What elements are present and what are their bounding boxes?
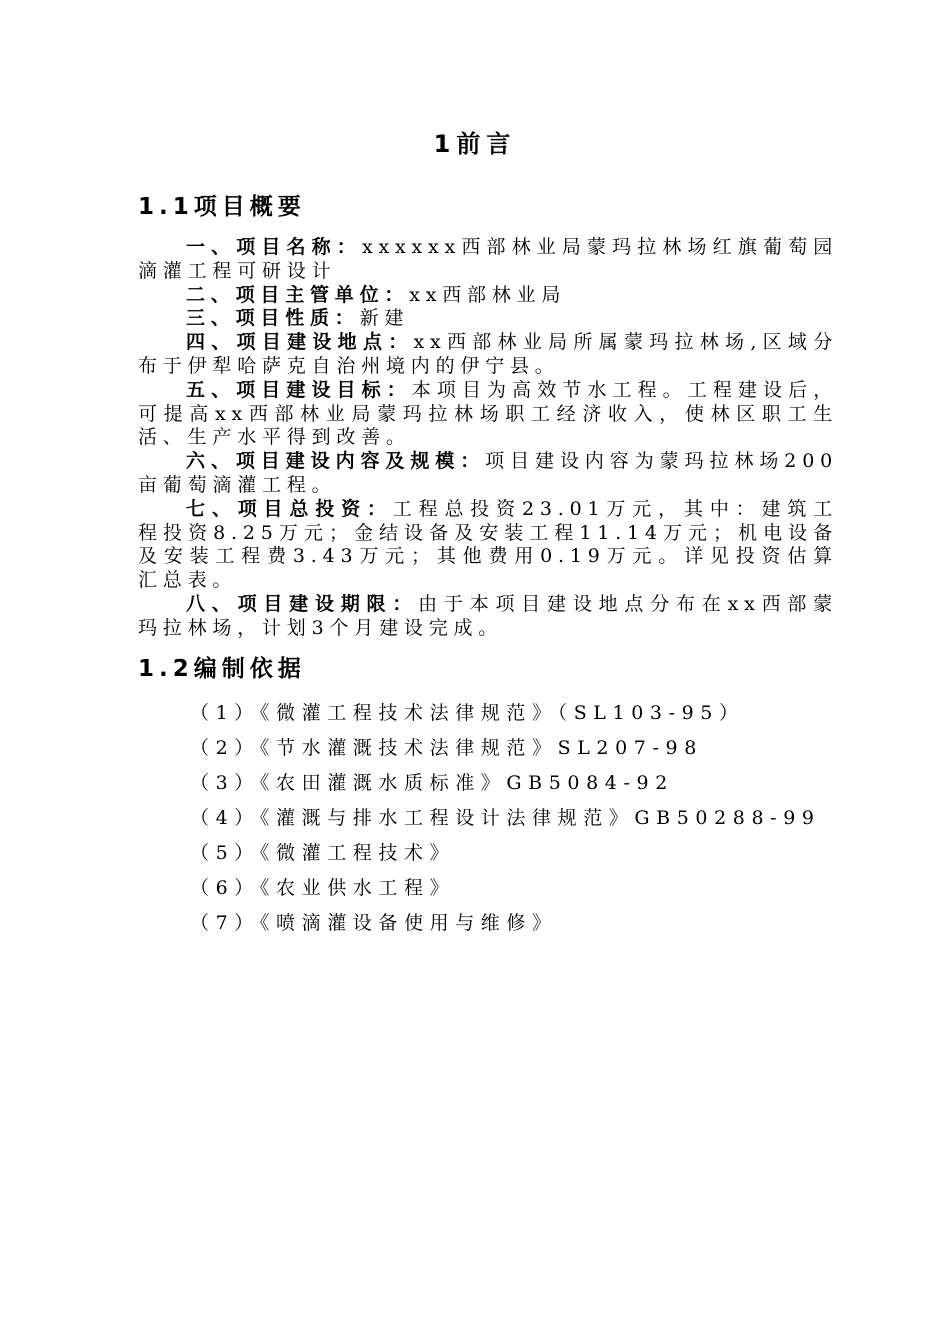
overview-item-scope <box>138 450 838 498</box>
overview-item-name <box>138 236 838 284</box>
overview-item-nature <box>138 307 838 331</box>
overview-item-goal <box>138 379 838 450</box>
item-label: 三、项目性质： <box>186 307 360 330</box>
reference-item: （6）《农业供水工程》 <box>190 877 456 899</box>
item-label: 八、项目建设期限： <box>186 592 419 615</box>
reference-item: （7）《喷滴灌设备使用与维修》 <box>190 912 558 934</box>
reference-item: （2）《节水灌溉技术法律规范》SL207-98 <box>190 737 703 759</box>
item-text: xxxxxx西部林业局蒙玛拉林场红旗葡萄园滴灌工程可研设计 <box>138 236 839 282</box>
item-label: 六、项目建设内容及规模： <box>186 450 486 473</box>
overview-list <box>138 236 838 641</box>
item-text: 新建 <box>359 307 410 330</box>
overview-item-authority <box>138 284 838 308</box>
item-text: 工程总投资23.01万元，其中：建筑工程投资8.25万元；金结设备及安装工程11.14万元；机电设备及安装工程费3.43万元；其他费用0.19万元。详见投资估算汇总表。 <box>138 497 838 592</box>
chapter-title: 1前言 <box>433 130 517 158</box>
section-title-overview: 1.1项目概要 <box>138 194 306 220</box>
item-text: xx西部林业局 <box>409 283 567 306</box>
reference-item: （5）《微灌工程技术》 <box>190 842 456 864</box>
reference-item: （3）《农田灌溉水质标准》GB5084-92 <box>190 772 674 794</box>
item-label: 一、项目名称： <box>186 236 362 258</box>
overview-item-investment <box>138 498 838 593</box>
reference-list <box>138 696 838 941</box>
item-label: 四、项目建设地点： <box>186 331 414 354</box>
item-text: 项目建设内容为蒙玛拉林场200亩葡萄滴灌工程。 <box>138 450 838 496</box>
item-text: 由于本项目建设地点分布在xx西部蒙玛拉林场，计划3个月建设完成。 <box>138 592 838 639</box>
item-label: 五、项目建设目标： <box>186 378 412 401</box>
overview-item-location <box>138 331 838 379</box>
item-text: xx西部林业局所属蒙玛拉林场,区域分布于伊犁哈萨克自治州境内的伊宁县。 <box>138 331 839 377</box>
section-title-basis: 1.2编制依据 <box>138 656 306 682</box>
reference-item: （4）《灌溉与排水工程设计法律规范》GB50288-99 <box>190 807 821 829</box>
reference-item: （1）《微灌工程技术法律规范》（SL103-95） <box>190 702 745 724</box>
item-text: 本项目为高效节水工程。工程建设后，可提高xx西部林业局蒙玛拉林场职工经济收入，使林区职工生活、生产水平得到改善。 <box>138 378 838 449</box>
item-label: 七、项目总投资： <box>186 497 393 520</box>
item-label: 二、项目主管单位： <box>186 283 410 306</box>
overview-item-duration <box>138 593 838 641</box>
